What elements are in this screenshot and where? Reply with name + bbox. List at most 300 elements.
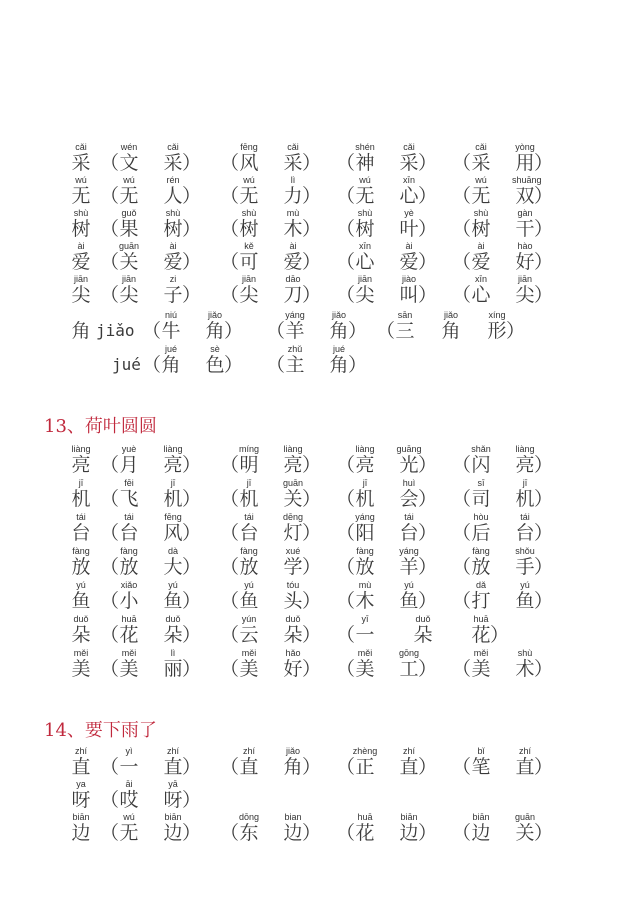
hanzi: 亮: [283, 454, 303, 476]
hanzi: 爱: [71, 251, 91, 273]
open-paren: （: [100, 522, 120, 544]
pinyin: dōng: [238, 812, 260, 822]
close-paren: ）: [534, 218, 554, 240]
hanzi: 采: [163, 152, 183, 174]
pinyin: huì: [402, 478, 416, 488]
hanzi: 放: [71, 556, 91, 578]
pinyin: ài: [169, 241, 177, 251]
open-paren: （: [336, 152, 356, 174]
pinyin: zhí: [518, 746, 531, 756]
pinyin: fàng: [240, 546, 258, 556]
hanzi: 飞: [119, 488, 139, 510]
hanzi: 无: [119, 185, 139, 207]
hanzi: 叶: [399, 218, 419, 240]
pinyin: hòu: [473, 512, 489, 522]
pinyin: lì: [290, 175, 296, 185]
pinyin: āi: [125, 779, 133, 789]
close-paren: ）: [418, 454, 438, 476]
word-row: [0, 648, 640, 682]
pinyin: liàng: [515, 444, 535, 454]
hanzi: 牛: [161, 320, 181, 342]
hanzi: 学: [283, 556, 303, 578]
pinyin: jī: [78, 478, 84, 488]
pinyin: bian: [284, 812, 302, 822]
pinyin: tái: [76, 512, 86, 522]
pinyin: wú: [123, 175, 135, 185]
hanzi: 刀: [283, 284, 303, 306]
hanzi: 木: [283, 218, 303, 240]
open-paren: （: [220, 185, 240, 207]
section-title: 14、要下雨了: [44, 720, 157, 741]
close-paren: ）: [534, 658, 554, 680]
close-paren: ）: [182, 488, 202, 510]
pinyin: zhí: [74, 746, 87, 756]
pinyin: ya: [76, 779, 86, 789]
close-paren: ）: [302, 522, 322, 544]
word-row: [0, 812, 640, 846]
pinyin: yuè: [121, 444, 137, 454]
hanzi: 羊: [285, 320, 305, 342]
open-paren: （: [100, 789, 120, 811]
hanzi: 台: [71, 522, 91, 544]
pinyin: jiān: [121, 274, 136, 284]
word-row: [0, 241, 640, 275]
pinyin: ài: [477, 241, 485, 251]
open-paren: （: [336, 822, 356, 844]
pinyin: ài: [289, 241, 297, 251]
pinyin: yáng: [399, 546, 419, 556]
hanzi: 光: [399, 454, 419, 476]
pinyin: zi: [169, 274, 177, 284]
pinyin: shǒu: [515, 546, 535, 556]
close-paren: ）: [302, 590, 322, 612]
pinyin: zhǔ: [287, 344, 303, 354]
pinyin: gàn: [517, 208, 533, 218]
pinyin: bǐ: [477, 746, 485, 756]
open-paren: （: [336, 218, 356, 240]
open-paren: （: [100, 756, 120, 778]
close-paren: ）: [182, 590, 202, 612]
hanzi: 亮: [71, 454, 91, 476]
hanzi: 直: [163, 756, 183, 778]
hanzi: 尖: [119, 284, 139, 306]
close-paren: ）: [302, 251, 322, 273]
open-paren: （: [220, 756, 240, 778]
close-paren: ）: [302, 822, 322, 844]
pinyin: míng: [238, 444, 259, 454]
pinyin: dēng: [282, 512, 304, 522]
open-paren: （: [220, 488, 240, 510]
hanzi: 东: [239, 822, 259, 844]
open-paren: （: [100, 284, 120, 306]
hanzi: 主: [285, 354, 305, 376]
open-paren: （: [100, 185, 120, 207]
pinyin: měi: [357, 648, 373, 658]
pinyin: yú: [404, 580, 414, 590]
pinyin: cǎi: [287, 142, 299, 152]
pinyin: xīn: [358, 241, 371, 251]
word-row: [0, 546, 640, 580]
open-paren: （: [452, 218, 472, 240]
hanzi: 月: [119, 454, 139, 476]
close-paren: ）: [302, 218, 322, 240]
hanzi: 心: [355, 251, 375, 273]
open-paren: （: [100, 822, 120, 844]
open-paren: （: [220, 556, 240, 578]
pinyin: biān: [164, 812, 182, 822]
open-paren: （: [336, 658, 356, 680]
hanzi: 果: [119, 218, 139, 240]
close-paren: ）: [418, 488, 438, 510]
hanzi: 色: [205, 354, 225, 376]
hanzi: 人: [163, 185, 183, 207]
hanzi: 一: [355, 624, 375, 646]
hanzi: 机: [163, 488, 183, 510]
hanzi: 关: [515, 822, 535, 844]
hanzi: 树: [71, 218, 91, 240]
hanzi: 边: [71, 822, 91, 844]
close-paren: ）: [182, 454, 202, 476]
hanzi: 灯: [283, 522, 303, 544]
hanzi: 小: [119, 590, 139, 612]
pinyin: zhí: [242, 746, 255, 756]
pinyin: yún: [241, 614, 257, 624]
pinyin: xīn: [402, 175, 415, 185]
hanzi: 树: [355, 218, 375, 240]
hanzi: 头: [283, 590, 303, 612]
pinyin: duǒ: [73, 614, 89, 624]
close-paren: ）: [182, 185, 202, 207]
pinyin: guāng: [396, 444, 422, 454]
open-paren: （: [100, 624, 120, 646]
pinyin: jiào: [401, 274, 416, 284]
hanzi: 关: [119, 251, 139, 273]
close-paren: ）: [534, 185, 554, 207]
pinyin: xué: [285, 546, 301, 556]
pinyin: cǎi: [75, 142, 87, 152]
pinyin: zhí: [166, 746, 179, 756]
close-paren: ）: [182, 152, 202, 174]
hanzi: 爱: [399, 251, 419, 273]
hanzi: 羊: [399, 556, 419, 578]
pinyin: fēi: [124, 478, 134, 488]
pinyin-reading: jué: [112, 355, 141, 374]
pinyin: biān: [72, 812, 90, 822]
pinyin: shén: [355, 142, 375, 152]
hanzi: 用: [515, 152, 535, 174]
open-paren: （: [452, 522, 472, 544]
open-paren: （: [100, 488, 120, 510]
open-paren: （: [336, 251, 356, 273]
pinyin: dà: [167, 546, 178, 556]
open-paren: （: [452, 454, 472, 476]
hanzi: 放: [239, 556, 259, 578]
hanzi: 子: [163, 284, 183, 306]
open-paren: （: [336, 488, 356, 510]
close-paren: ）: [302, 556, 322, 578]
pinyin: měi: [73, 648, 89, 658]
hanzi: 一: [119, 756, 139, 778]
close-paren: ）: [182, 218, 202, 240]
hanzi: 台: [515, 522, 535, 544]
hanzi: 术: [515, 658, 535, 680]
hanzi: 神: [355, 152, 375, 174]
open-paren: （: [220, 658, 240, 680]
pinyin: jiān: [517, 274, 532, 284]
pinyin: yì: [125, 746, 133, 756]
close-paren: ）: [534, 454, 554, 476]
pinyin: shù: [473, 208, 489, 218]
pinyin: fàng: [120, 546, 138, 556]
hanzi: 阳: [355, 522, 375, 544]
close-paren: ）: [182, 822, 202, 844]
hanzi: 呀: [163, 789, 183, 811]
hanzi: 花: [471, 624, 491, 646]
hanzi: 采: [471, 152, 491, 174]
pinyin: měi: [241, 648, 257, 658]
pinyin: wú: [243, 175, 255, 185]
pinyin: tái: [404, 512, 414, 522]
open-paren: （: [376, 320, 396, 342]
pinyin: guǒ: [121, 208, 137, 218]
pinyin: yú: [76, 580, 86, 590]
pinyin: sè: [210, 344, 220, 354]
close-paren: ）: [534, 488, 554, 510]
close-paren: ）: [302, 756, 322, 778]
close-paren: ）: [302, 488, 322, 510]
pinyin: yú: [244, 580, 254, 590]
hanzi: 树: [239, 218, 259, 240]
hanzi: 直: [399, 756, 419, 778]
hanzi: 放: [355, 556, 375, 578]
hanzi: 好: [283, 658, 303, 680]
hanzi: 明: [239, 454, 259, 476]
hanzi: 采: [283, 152, 303, 174]
hanzi: 亮: [515, 454, 535, 476]
pinyin: yā: [168, 779, 178, 789]
close-paren: ）: [418, 556, 438, 578]
close-paren: ）: [302, 624, 322, 646]
close-paren: ）: [534, 522, 554, 544]
close-paren: ）: [182, 789, 202, 811]
pinyin: jī: [246, 478, 252, 488]
word-row: [0, 746, 640, 780]
hanzi: 司: [471, 488, 491, 510]
pinyin: huā: [473, 614, 489, 624]
hanzi: 干: [515, 218, 535, 240]
hanzi: 亮: [355, 454, 375, 476]
open-paren: （: [336, 556, 356, 578]
close-paren: ）: [302, 658, 322, 680]
close-paren: ）: [182, 284, 202, 306]
hanzi: 尖: [355, 284, 375, 306]
close-paren: ）: [182, 658, 202, 680]
hanzi: 花: [355, 822, 375, 844]
hanzi: 心: [471, 284, 491, 306]
hanzi: 力: [283, 185, 303, 207]
pinyin: shù: [73, 208, 89, 218]
open-paren: （: [336, 454, 356, 476]
hanzi: 放: [119, 556, 139, 578]
pinyin: duǒ: [415, 614, 431, 624]
pinyin: jué: [164, 344, 177, 354]
hanzi: 笔: [471, 756, 491, 778]
pinyin: wú: [75, 175, 87, 185]
open-paren: （: [452, 556, 472, 578]
pinyin: biān: [400, 812, 418, 822]
pinyin: jiǎo: [207, 310, 222, 320]
close-paren: ）: [418, 284, 438, 306]
close-paren: ）: [224, 320, 244, 342]
open-paren: （: [452, 658, 472, 680]
hanzi: 机: [355, 488, 375, 510]
pinyin: lì: [170, 648, 176, 658]
pinyin: tái: [124, 512, 134, 522]
hanzi: 树: [471, 218, 491, 240]
hanzi: 闪: [471, 454, 491, 476]
pinyin: shù: [517, 648, 533, 658]
hanzi: 心: [399, 185, 419, 207]
close-paren: ）: [534, 822, 554, 844]
pinyin: gōng: [398, 648, 420, 658]
open-paren: （: [336, 624, 356, 646]
close-paren: ）: [418, 251, 438, 273]
hanzi: 打: [471, 590, 491, 612]
pinyin: dāo: [285, 274, 301, 284]
hanzi: 角: [329, 354, 349, 376]
open-paren: （: [452, 756, 472, 778]
hanzi: 边: [471, 822, 491, 844]
pinyin: liàng: [355, 444, 375, 454]
open-paren: （: [336, 522, 356, 544]
hanzi: 直: [239, 756, 259, 778]
hanzi: 朵: [283, 624, 303, 646]
open-paren: （: [452, 590, 472, 612]
hanzi: 文: [119, 152, 139, 174]
close-paren: ）: [534, 284, 554, 306]
word-row: [0, 175, 640, 209]
pinyin: jī: [170, 478, 176, 488]
close-paren: ）: [534, 152, 554, 174]
word-row: [0, 512, 640, 546]
hanzi: 美: [71, 658, 91, 680]
open-paren: （: [452, 152, 472, 174]
close-paren: ）: [418, 658, 438, 680]
open-paren: （: [100, 152, 120, 174]
hanzi: 双: [515, 185, 535, 207]
hanzi: 无: [119, 822, 139, 844]
pinyin: jiǎo: [443, 310, 458, 320]
word-row: [0, 208, 640, 242]
close-paren: ）: [418, 590, 438, 612]
pinyin: jiān: [241, 274, 256, 284]
word-row: [0, 478, 640, 512]
pinyin: kě: [244, 241, 254, 251]
pinyin: fēng: [240, 142, 258, 152]
pinyin: jué: [332, 344, 345, 354]
pinyin: yè: [404, 208, 414, 218]
pinyin: tái: [520, 512, 530, 522]
close-paren: ）: [302, 152, 322, 174]
pinyin: mù: [286, 208, 300, 218]
close-paren: ）: [418, 218, 438, 240]
hanzi: 机: [515, 488, 535, 510]
open-paren: （: [452, 822, 472, 844]
pinyin: ài: [77, 241, 85, 251]
hanzi: 尖: [515, 284, 535, 306]
hanzi: 美: [119, 658, 139, 680]
pinyin: wú: [123, 812, 135, 822]
hanzi: 丽: [163, 658, 183, 680]
pinyin: cǎi: [475, 142, 487, 152]
pinyin: duǒ: [285, 614, 301, 624]
pinyin: huā: [357, 812, 373, 822]
hanzi: 台: [399, 522, 419, 544]
hanzi: 采: [71, 152, 91, 174]
hanzi: 直: [71, 756, 91, 778]
pinyin: měi: [121, 648, 137, 658]
hanzi: 边: [399, 822, 419, 844]
open-paren: （: [336, 756, 356, 778]
close-paren: ）: [348, 354, 368, 376]
pinyin: guān: [118, 241, 140, 251]
hanzi: 工: [399, 658, 419, 680]
pinyin: shù: [357, 208, 373, 218]
open-paren: （: [266, 320, 286, 342]
hanzi: 无: [471, 185, 491, 207]
pinyin: wú: [475, 175, 487, 185]
word-row: [0, 274, 640, 308]
open-paren: （: [452, 488, 472, 510]
hanzi: 后: [471, 522, 491, 544]
close-paren: ）: [418, 822, 438, 844]
close-paren: ）: [182, 251, 202, 273]
close-paren: ）: [534, 556, 554, 578]
pinyin: xīn: [474, 274, 487, 284]
hanzi: 边: [163, 822, 183, 844]
pinyin: dǎ: [475, 580, 486, 590]
hanzi: 尖: [71, 284, 91, 306]
open-paren: （: [452, 251, 472, 273]
close-paren: ）: [418, 756, 438, 778]
word-row: [0, 779, 640, 813]
hanzi: 机: [239, 488, 259, 510]
hanzi: 角: [161, 354, 181, 376]
close-paren: ）: [182, 556, 202, 578]
open-paren: （: [220, 251, 240, 273]
word-row: [0, 580, 640, 614]
close-paren: ）: [182, 522, 202, 544]
close-paren: ）: [418, 185, 438, 207]
hanzi: 角: [329, 320, 349, 342]
open-paren: （: [220, 218, 240, 240]
pinyin: yáng: [285, 310, 305, 320]
hanzi: 无: [71, 185, 91, 207]
hanzi: 角: [205, 320, 225, 342]
pinyin: liàng: [283, 444, 303, 454]
hanzi: 好: [515, 251, 535, 273]
hanzi: 风: [239, 152, 259, 174]
close-paren: ）: [490, 624, 510, 646]
pinyin: yú: [520, 580, 530, 590]
close-paren: ）: [534, 756, 554, 778]
close-paren: ）: [182, 624, 202, 646]
hanzi: 台: [119, 522, 139, 544]
open-paren: （: [100, 556, 120, 578]
open-paren: （: [220, 522, 240, 544]
pinyin: hào: [517, 241, 533, 251]
pinyin: jiān: [357, 274, 372, 284]
